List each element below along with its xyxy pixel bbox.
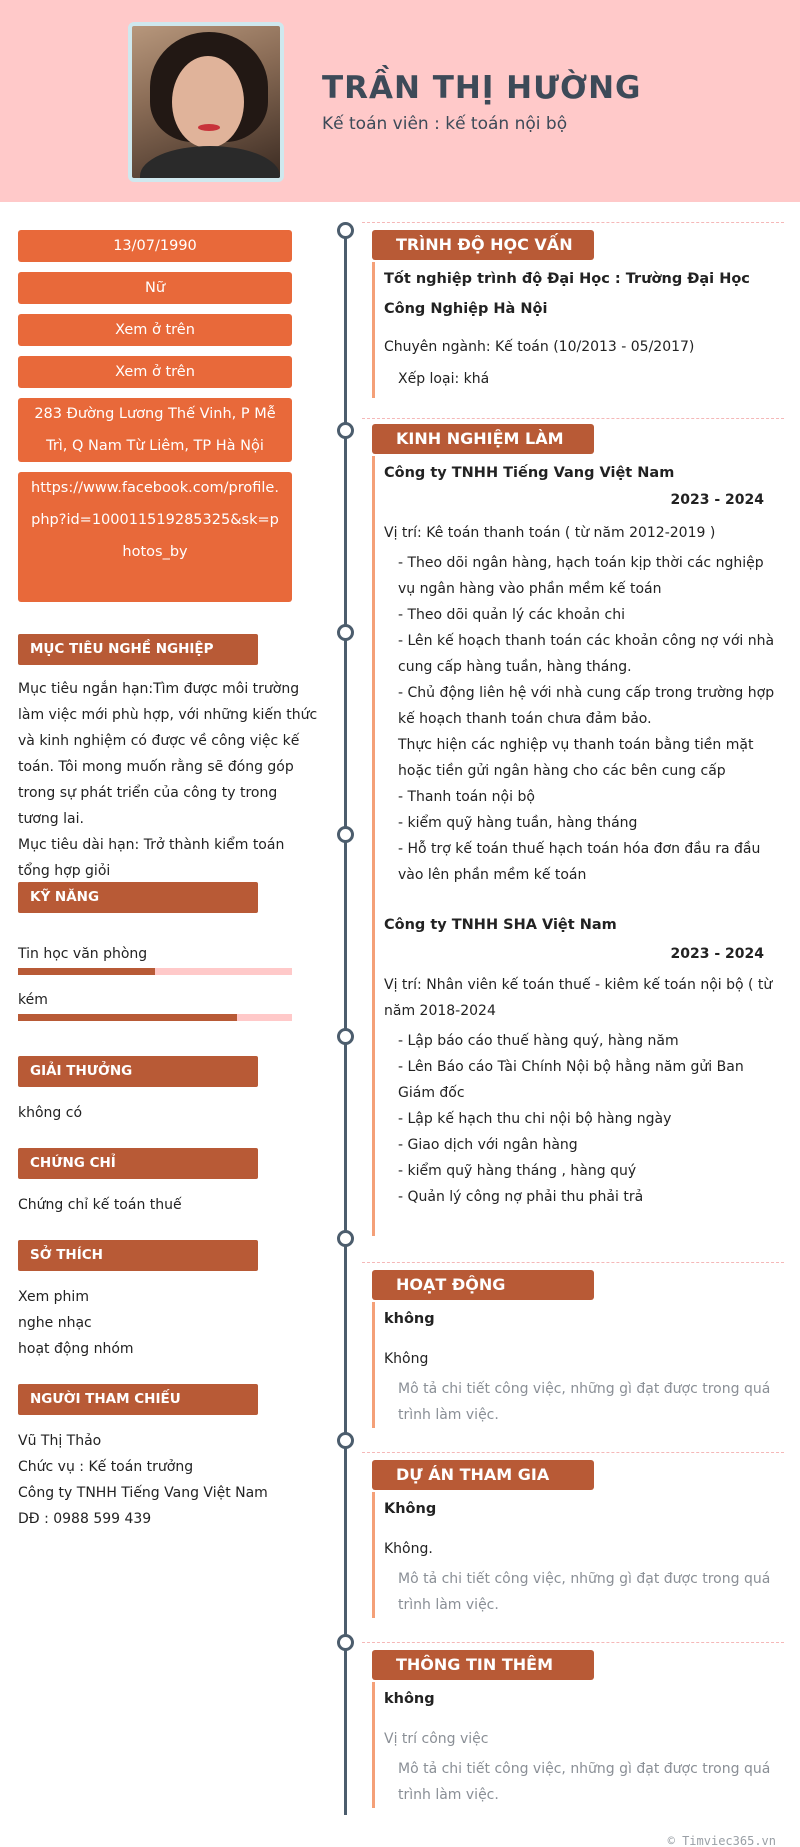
- certs-heading: CHỨNG CHỈ: [18, 1148, 258, 1179]
- projects-desc: Mô tả chi tiết công việc, những gì đạt được trong quá trình làm việc.: [398, 1571, 771, 1613]
- timeline-dot: [337, 222, 354, 239]
- section-divider: [362, 1452, 784, 1453]
- section-divider: [362, 418, 784, 419]
- list-item: - Thanh toán nội bộ: [398, 789, 535, 805]
- education-grade: Xếp loại: khá: [398, 371, 490, 387]
- job-company: Công ty TNHH SHA Việt Nam: [384, 917, 617, 933]
- list-item: - Hỗ trợ kế toán thuế hạch toán hóa đơn đầu ra đầu vào lên phần mềm kế toán: [398, 841, 761, 883]
- birthday-box: 13/07/1990: [18, 230, 292, 262]
- list-item: - kiểm quỹ hàng tháng , hàng quý: [398, 1163, 637, 1179]
- section-divider: [362, 222, 784, 223]
- list-item: - Theo dõi ngân hàng, hạch toán kịp thời các nghiệp vụ ngân hàng vào phần mềm kế toán: [398, 555, 764, 597]
- awards-heading: GIẢI THƯỞNG: [18, 1056, 258, 1087]
- list-item: DĐ : 0988 599 439: [18, 1511, 152, 1527]
- objective-text: Mục tiêu ngắn hạn:Tìm được môi trường làm việc mới phù hợp, với những kiến thức và kinh nghiệm có được về công việc kế toán. Tôi mong muốn rằng sẽ đóng góp trong sự phát triển của công ty trong tương lai. Mục tiêu dài hạn: Trở thành kiểm toán tổng hợp giỏi: [18, 681, 318, 879]
- skill-label: Tin học văn phòng: [18, 946, 148, 962]
- timeline-dot: [337, 422, 354, 439]
- job-duties: [398, 1028, 778, 1210]
- section-divider: [362, 1262, 784, 1263]
- list-item: - Lên Báo cáo Tài Chính Nội bộ hằng năm gửi Ban Giám đốc: [398, 1059, 744, 1101]
- section-divider: [362, 1642, 784, 1643]
- extra-desc: Mô tả chi tiết công việc, những gì đạt được trong quá trình làm việc.: [398, 1761, 771, 1803]
- phone-box: Xem ở trên: [18, 314, 292, 346]
- list-item: - Giao dịch với ngân hàng: [398, 1137, 578, 1153]
- section-accent: [372, 1682, 375, 1808]
- website-link[interactable]: https://www.facebook.com/profile.php?id=100011519285325&sk=photos_by: [18, 472, 292, 602]
- list-item: - Lập kế hạch thu chi nội bộ hàng ngày: [398, 1111, 672, 1127]
- list-item: - Lên kế hoạch thanh toán các khoản công nợ với nhà cung cấp hàng tuần, hàng tháng.: [398, 633, 775, 675]
- hobbies-heading: SỞ THÍCH: [18, 1240, 258, 1271]
- section-accent: [372, 1492, 375, 1618]
- section-accent: [372, 1302, 375, 1428]
- list-item: nghe nhạc: [18, 1315, 92, 1331]
- list-item: - Theo dõi quản lý các khoản chi: [398, 607, 625, 623]
- timeline-dot: [337, 826, 354, 843]
- extra-title: không: [384, 1691, 435, 1707]
- job-position: Vị trí: Kê toán thanh toán ( từ năm 2012-2019 ): [384, 525, 716, 541]
- timeline-dot: [337, 1028, 354, 1045]
- education-school: Tốt nghiệp trình độ Đại Học : Trường Đại Học Công Nghiệp Hà Nội: [384, 271, 750, 317]
- hobbies-list: [18, 1284, 318, 1362]
- list-item: Vũ Thị Thảo: [18, 1433, 102, 1449]
- timeline-dot: [337, 624, 354, 641]
- skill-label: kém: [18, 992, 48, 1008]
- list-item: Công ty TNHH Tiếng Vang Việt Nam: [18, 1485, 268, 1501]
- gender-box: Nữ: [18, 272, 292, 304]
- job-duties: [398, 550, 778, 888]
- activities-sub: Không: [384, 1351, 429, 1367]
- timeline-dot: [337, 1230, 354, 1247]
- skill-bar: [18, 968, 292, 975]
- list-item: - Lập báo cáo thuế hàng quý, hàng năm: [398, 1033, 679, 1049]
- projects-title: Không: [384, 1501, 437, 1517]
- list-item: - Quản lý công nợ phải thu phải trả: [398, 1189, 644, 1205]
- extra-heading: THÔNG TIN THÊM: [372, 1650, 594, 1680]
- extra-sub: Vị trí công việc: [384, 1731, 489, 1747]
- list-item: Thực hiện các nghiệp vụ thanh toán bằng tiền mặt hoặc tiền gửi ngân hàng cho các bên cung cấp: [398, 737, 754, 779]
- footer-watermark: © Timviec365.vn: [667, 1834, 776, 1847]
- candidate-name: TRẦN THỊ HƯỜNG: [322, 70, 642, 106]
- candidate-job-title: Kế toán viên : kế toán nội bộ: [322, 114, 568, 134]
- timeline-line: [344, 230, 347, 1815]
- references-list: [18, 1428, 318, 1532]
- list-item: Chức vụ : Kế toán trưởng: [18, 1459, 194, 1475]
- address-box: 283 Đường Lương Thế Vinh, P Mễ Trì, Q Nam Từ Liêm, TP Hà Nội: [18, 398, 292, 462]
- email-box: Xem ở trên: [18, 356, 292, 388]
- list-item: - Chủ động liên hệ với nhà cung cấp trong trường hợp kế hoạch thanh toán chưa đảm bảo.: [398, 685, 775, 727]
- skill-bar: [18, 1014, 292, 1021]
- cv-header: [0, 0, 800, 202]
- projects-sub: Không.: [384, 1541, 433, 1557]
- job-position: Vị trí: Nhân viên kế toán thuế - kiêm kế toán nội bộ ( từ năm 2018-2024: [384, 977, 773, 1019]
- list-item: hoạt động nhóm: [18, 1341, 134, 1357]
- job-period: 2023 - 2024: [670, 492, 764, 508]
- timeline-dot: [337, 1634, 354, 1651]
- activities-title: không: [384, 1311, 435, 1327]
- activities-desc: Mô tả chi tiết công việc, những gì đạt được trong quá trình làm việc.: [398, 1381, 771, 1423]
- education-heading: TRÌNH ĐỘ HỌC VẤN: [372, 230, 594, 260]
- awards-text: không có: [18, 1105, 83, 1121]
- projects-heading: DỰ ÁN THAM GIA: [372, 1460, 594, 1490]
- activities-heading: HOẠT ĐỘNG: [372, 1270, 594, 1300]
- objective-heading: MỤC TIÊU NGHỀ NGHIỆP: [18, 634, 258, 665]
- education-major: Chuyên ngành: Kế toán (10/2013 - 05/2017): [384, 339, 695, 355]
- experience-heading: KINH NGHIỆM LÀM: [372, 424, 594, 454]
- skills-heading: KỸ NĂNG: [18, 882, 258, 913]
- list-item: - kiểm quỹ hàng tuần, hàng tháng: [398, 815, 638, 831]
- list-item: Xem phim: [18, 1289, 89, 1305]
- certs-text: Chứng chỉ kế toán thuế: [18, 1197, 182, 1213]
- job-company: Công ty TNHH Tiếng Vang Việt Nam: [384, 465, 675, 481]
- job-period: 2023 - 2024: [670, 946, 764, 962]
- section-accent: [372, 262, 375, 398]
- avatar: [128, 22, 284, 182]
- section-accent: [372, 456, 375, 1236]
- references-heading: NGƯỜI THAM CHIẾU: [18, 1384, 258, 1415]
- timeline-dot: [337, 1432, 354, 1449]
